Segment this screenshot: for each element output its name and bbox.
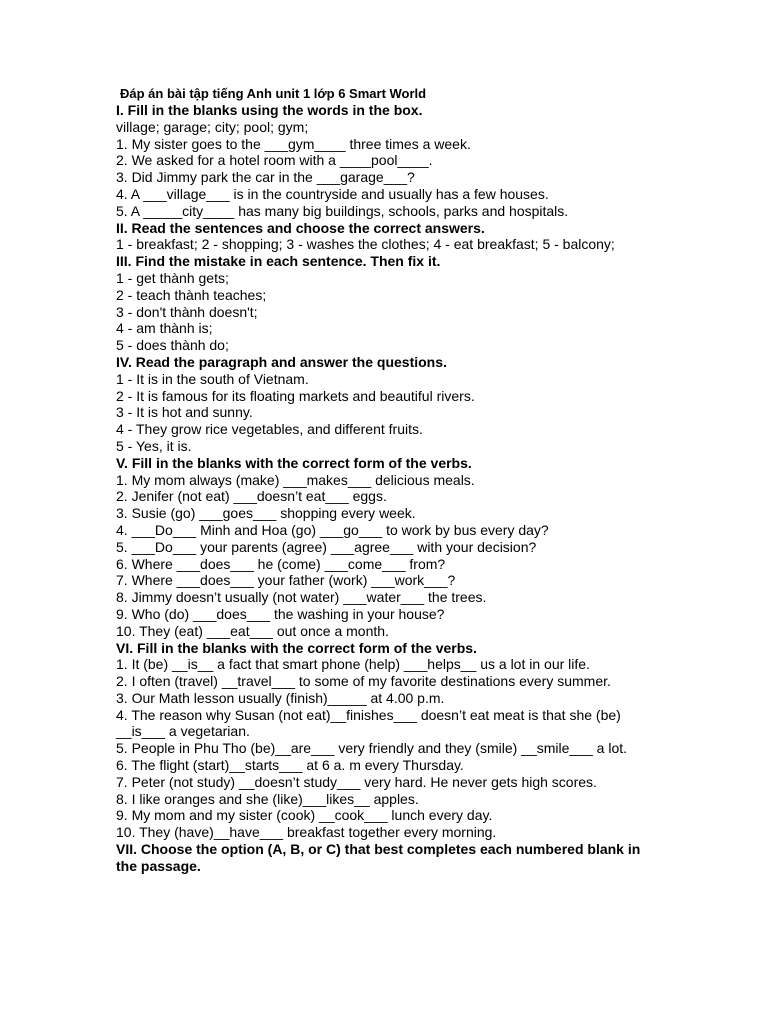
answer-line: 3. Susie (go) ___goes___ shopping every week.: [116, 505, 416, 522]
answer-line: 3. Did Jimmy park the car in the ___garage___?: [116, 169, 415, 186]
answer-line: 2. Jenifer (not eat) ___doesn’t eat___ eggs.: [116, 488, 387, 505]
section-2: [116, 220, 676, 254]
answer-line: 1. My mom always (make) ___makes___ delicious meals.: [116, 471, 475, 488]
answer-line: 1. It (be) __is__ a fact that smart phone (help) ___helps__ us a lot in our life.: [116, 656, 590, 673]
section-heading: VII. Choose the option (A, B, or C) that best completes each numbered blank in the passage.: [116, 841, 641, 874]
section-7: [116, 841, 676, 875]
answer-line: 1 - breakfast; 2 - shopping; 3 - washes the clothes; 4 - eat breakfast; 5 - balcony;: [116, 236, 615, 253]
answer-line: 5. ___Do___ your parents (agree) ___agree___ with your decision?: [116, 538, 537, 555]
answer-line: 4 - They grow rice vegetables, and different fruits.: [116, 421, 423, 438]
answer-line: 9. Who (do) ___does___ the washing in your house?: [116, 605, 445, 622]
answer-line: 8. I like oranges and she (like)___likes__ apples.: [116, 790, 419, 807]
section-6: [116, 640, 676, 842]
answer-line: 1 - It is in the south of Vietnam.: [116, 370, 309, 387]
section-3: [116, 253, 676, 354]
answer-line: 2. We asked for a hotel room with a ____pool____.: [116, 152, 433, 169]
answer-line: 8. Jimmy doesn’t usually (not water) ___water___ the trees.: [116, 589, 487, 606]
section-heading: IV. Read the paragraph and answer the questions.: [116, 353, 447, 370]
answer-line: 2 - It is famous for its floating markets and beautiful rivers.: [116, 387, 475, 404]
answer-line: 10. They (have)__have___ breakfast together every morning.: [116, 824, 497, 841]
answer-line: 3 - It is hot and sunny.: [116, 404, 253, 421]
section-1: [116, 102, 676, 220]
answer-line: 3. Our Math lesson usually (finish)_____ at 4.00 p.m.: [116, 689, 445, 706]
answer-line: 7. Where ___does___ your father (work) ___work___?: [116, 572, 456, 589]
answer-line: 6. The flight (start)__starts___ at 6 a. m every Thursday.: [116, 757, 464, 774]
answer-line: 4. The reason why Susan (not eat)__finishes___ doesn’t eat meat is that she (be) __is___ a vegetarian.: [116, 706, 621, 740]
answer-line: 3 - don't thành doesn't;: [116, 303, 258, 320]
section-5: [116, 455, 676, 640]
answer-line: 10. They (eat) ___eat___ out once a month.: [116, 622, 389, 639]
section-heading: VI. Fill in the blanks with the correct form of the verbs.: [116, 639, 477, 656]
answer-key-document: [116, 86, 676, 875]
answer-line: 5 - Yes, it is.: [116, 437, 192, 454]
answer-line: 4. ___Do___ Minh and Hoa (go) ___go___ to work by bus every day?: [116, 521, 549, 538]
answer-line: 9. My mom and my sister (cook) __cook___ lunch every day.: [116, 807, 493, 824]
answer-line: 5 - does thành do;: [116, 337, 229, 354]
section-heading: I. Fill in the blanks using the words in the box.: [116, 102, 423, 118]
answer-line: 2 - teach thành teaches;: [116, 286, 267, 303]
section-4: [116, 354, 676, 455]
answer-line: 6. Where ___does___ he (come) ___come___ from?: [116, 555, 446, 572]
answer-line: 5. A _____city____ has many big buildings, schools, parks and hospitals.: [116, 202, 569, 219]
section-heading: II. Read the sentences and choose the correct answers.: [116, 219, 485, 236]
answer-line: 5. People in Phu Tho (be)__are___ very friendly and they (smile) __smile___ a lot.: [116, 740, 628, 757]
answer-line: 4. A ___village___ is in the countryside and usually has a few houses.: [116, 185, 549, 202]
answer-line: 7. Peter (not study) __doesn’t study___ very hard. He never gets high scores.: [116, 773, 597, 790]
document-title: Đáp án bài tập tiếng Anh unit 1 lớp 6 Smart World: [120, 86, 427, 101]
answer-line: 4 - am thành is;: [116, 320, 213, 337]
answer-line: 2. I often (travel) __travel___ to some of my favorite destinations every summer.: [116, 673, 611, 690]
section-heading: III. Find the mistake in each sentence. Then fix it.: [116, 253, 441, 270]
word-box-line: village; garage; city; pool; gym;: [116, 118, 309, 135]
section-heading: V. Fill in the blanks with the correct form of the verbs.: [116, 454, 472, 471]
answer-line: 1. My sister goes to the ___gym____ three times a week.: [116, 135, 471, 152]
answer-line: 1 - get thành gets;: [116, 269, 229, 286]
